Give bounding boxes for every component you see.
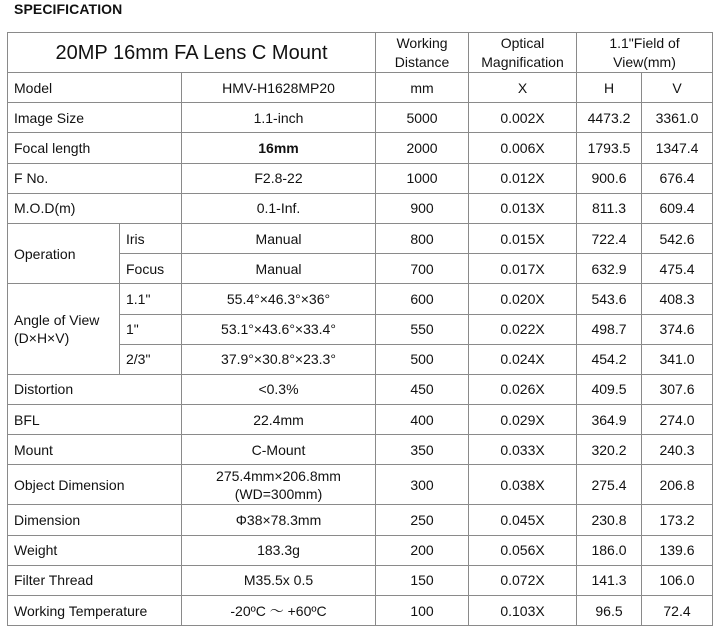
- fov-wd: 250: [376, 505, 469, 535]
- table-row: [8, 374, 713, 404]
- fov-h: 1793.5: [577, 133, 642, 163]
- spec-label-mount: Mount: [8, 435, 182, 465]
- fov-h: 409.5: [577, 374, 642, 404]
- fov-wd: 5000: [376, 103, 469, 133]
- spec-value-mod: 0.1-Inf.: [182, 193, 376, 223]
- working-distance-header: [376, 33, 469, 73]
- fov-h: 900.6: [577, 163, 642, 193]
- spec-value-dimension: Φ38×78.3mm: [182, 505, 376, 535]
- fov-wd: 150: [376, 565, 469, 595]
- spec-label-weight: Weight: [8, 535, 182, 565]
- spec-sublabel-angle-1-1: 1.1": [120, 284, 182, 314]
- fov-wd: 400: [376, 405, 469, 435]
- table-row: [8, 163, 713, 193]
- fov-h: 186.0: [577, 535, 642, 565]
- model-value: HMV-H1628MP20: [182, 73, 376, 103]
- fov-h: 230.8: [577, 505, 642, 535]
- fov-mag: 0.022X: [469, 314, 577, 344]
- header-row: [8, 33, 713, 73]
- specification-table: [7, 32, 713, 626]
- spec-label-angle-of-view: [8, 284, 120, 375]
- fov-v: 408.3: [642, 284, 713, 314]
- fov-mag: 0.072X: [469, 565, 577, 595]
- fov-wd: 200: [376, 535, 469, 565]
- angle-of-view-label-line2: (D×H×V): [14, 330, 70, 347]
- spec-label-object-dimension: Object Dimension: [8, 465, 182, 505]
- fov-h: 275.4: [577, 465, 642, 505]
- spec-sublabel-angle-1: 1": [120, 314, 182, 344]
- fov-mag: 0.056X: [469, 535, 577, 565]
- product-title: 20MP 16mm FA Lens C Mount: [8, 33, 376, 73]
- table-row: [8, 193, 713, 223]
- spec-value-object-dimension: [182, 465, 376, 505]
- fov-h: 543.6: [577, 284, 642, 314]
- fov-mag: 0.002X: [469, 103, 577, 133]
- spec-label-mod: M.O.D(m): [8, 193, 182, 223]
- fov-v: 72.4: [642, 596, 713, 626]
- spec-value-bfl: 22.4mm: [182, 405, 376, 435]
- fov-mag: 0.024X: [469, 344, 577, 374]
- spec-value-weight: 183.3g: [182, 535, 376, 565]
- fov-v: 609.4: [642, 193, 713, 223]
- table-row: [8, 103, 713, 133]
- fov-v: 1347.4: [642, 133, 713, 163]
- fov-wd: 700: [376, 254, 469, 284]
- fov-h: 454.2: [577, 344, 642, 374]
- fov-wd: 1000: [376, 163, 469, 193]
- angle-of-view-label-line1: Angle of View: [14, 312, 100, 329]
- table-row: [8, 596, 713, 626]
- table-row: [8, 405, 713, 435]
- spec-label-bfl: BFL: [8, 405, 182, 435]
- mag-unit: X: [469, 73, 577, 103]
- fov-h: 722.4: [577, 223, 642, 253]
- spec-value-focal-length: 16mm: [182, 133, 376, 163]
- spec-label-working-temperature: Working Temperature: [8, 596, 182, 626]
- spec-label-dimension: Dimension: [8, 505, 182, 535]
- fov-h: 364.9: [577, 405, 642, 435]
- spec-sublabel-iris: Iris: [120, 223, 182, 253]
- spec-label-filter-thread: Filter Thread: [8, 565, 182, 595]
- table-row: [8, 535, 713, 565]
- table-row: [8, 133, 713, 163]
- fov-mag: 0.006X: [469, 133, 577, 163]
- object-dimension-line1: 275.4mm×206.8mm: [216, 467, 341, 484]
- fov-mag: 0.033X: [469, 435, 577, 465]
- spec-value-angle-2-3: 37.9°×30.8°×23.3°: [182, 344, 376, 374]
- fov-v: 139.6: [642, 535, 713, 565]
- fov-v: 173.2: [642, 505, 713, 535]
- fov-wd: 800: [376, 223, 469, 253]
- spec-value-image-size: 1.1-inch: [182, 103, 376, 133]
- table-row: [8, 465, 713, 505]
- fov-h: 632.9: [577, 254, 642, 284]
- optical-magnification-header: [469, 33, 577, 73]
- fov-v: 106.0: [642, 565, 713, 595]
- fov-h: 4473.2: [577, 103, 642, 133]
- field-of-view-header-line2: View(mm): [613, 53, 676, 70]
- h-label: H: [577, 73, 642, 103]
- spec-value-mount: C-Mount: [182, 435, 376, 465]
- fov-mag: 0.045X: [469, 505, 577, 535]
- section-heading: SPECIFICATION: [14, 1, 123, 17]
- spec-value-filter-thread: M35.5x 0.5: [182, 565, 376, 595]
- v-label: V: [642, 73, 713, 103]
- working-distance-header-line1: Working: [396, 34, 448, 51]
- fov-mag: 0.020X: [469, 284, 577, 314]
- spec-value-distortion: <0.3%: [182, 374, 376, 404]
- table-row: [8, 223, 713, 253]
- spec-value-working-temperature: -20ºC ～ +60ºC: [182, 596, 376, 626]
- fov-h: 141.3: [577, 565, 642, 595]
- spec-value-angle-1: 53.1°×43.6°×33.4°: [182, 314, 376, 344]
- spec-value-focus: Manual: [182, 254, 376, 284]
- fov-mag: 0.029X: [469, 405, 577, 435]
- fov-v: 475.4: [642, 254, 713, 284]
- fov-v: 3361.0: [642, 103, 713, 133]
- optical-magnification-header-line1: Optical: [500, 34, 545, 51]
- fov-wd: 500: [376, 344, 469, 374]
- spec-value-angle-1-1: 55.4°×46.3°×36°: [182, 284, 376, 314]
- fov-v: 374.6: [642, 314, 713, 344]
- working-distance-header-line2: Distance: [394, 53, 450, 70]
- fov-h: 320.2: [577, 435, 642, 465]
- fov-h: 96.5: [577, 596, 642, 626]
- fov-h: 811.3: [577, 193, 642, 223]
- spec-label-operation: Operation: [8, 223, 120, 283]
- fov-wd: 300: [376, 465, 469, 505]
- optical-magnification-header-line2: Magnification: [481, 53, 564, 70]
- fov-wd: 100: [376, 596, 469, 626]
- table-row: [8, 505, 713, 535]
- model-label: Model: [8, 73, 182, 103]
- fov-wd: 900: [376, 193, 469, 223]
- fov-wd: 350: [376, 435, 469, 465]
- fov-mag: 0.017X: [469, 254, 577, 284]
- spec-label-f-no: F No.: [8, 163, 182, 193]
- fov-wd: 2000: [376, 133, 469, 163]
- spec-sublabel-angle-2-3: 2/3": [120, 344, 182, 374]
- fov-mag: 0.026X: [469, 374, 577, 404]
- spec-label-image-size: Image Size: [8, 103, 182, 133]
- fov-v: 274.0: [642, 405, 713, 435]
- table-row: [8, 435, 713, 465]
- spec-sublabel-focus: Focus: [120, 254, 182, 284]
- spec-value-f-no: F2.8-22: [182, 163, 376, 193]
- fov-v: 206.8: [642, 465, 713, 505]
- fov-mag: 0.013X: [469, 193, 577, 223]
- fov-mag: 0.038X: [469, 465, 577, 505]
- fov-mag: 0.012X: [469, 163, 577, 193]
- fov-v: 307.6: [642, 374, 713, 404]
- model-row: [8, 73, 713, 103]
- table-row: [8, 284, 713, 314]
- fov-v: 542.6: [642, 223, 713, 253]
- field-of-view-header-line1: 1.1"Field of: [609, 34, 680, 51]
- table-row: [8, 565, 713, 595]
- fov-v: 240.3: [642, 435, 713, 465]
- field-of-view-header: [577, 33, 713, 73]
- fov-mag: 0.103X: [469, 596, 577, 626]
- fov-v: 341.0: [642, 344, 713, 374]
- fov-wd: 550: [376, 314, 469, 344]
- spec-label-focal-length: Focal length: [8, 133, 182, 163]
- fov-v: 676.4: [642, 163, 713, 193]
- fov-h: 498.7: [577, 314, 642, 344]
- object-dimension-line2: (WD=300mm): [234, 485, 323, 502]
- wd-unit: mm: [376, 73, 469, 103]
- spec-value-iris: Manual: [182, 223, 376, 253]
- fov-mag: 0.015X: [469, 223, 577, 253]
- fov-wd: 450: [376, 374, 469, 404]
- spec-label-distortion: Distortion: [8, 374, 182, 404]
- fov-wd: 600: [376, 284, 469, 314]
